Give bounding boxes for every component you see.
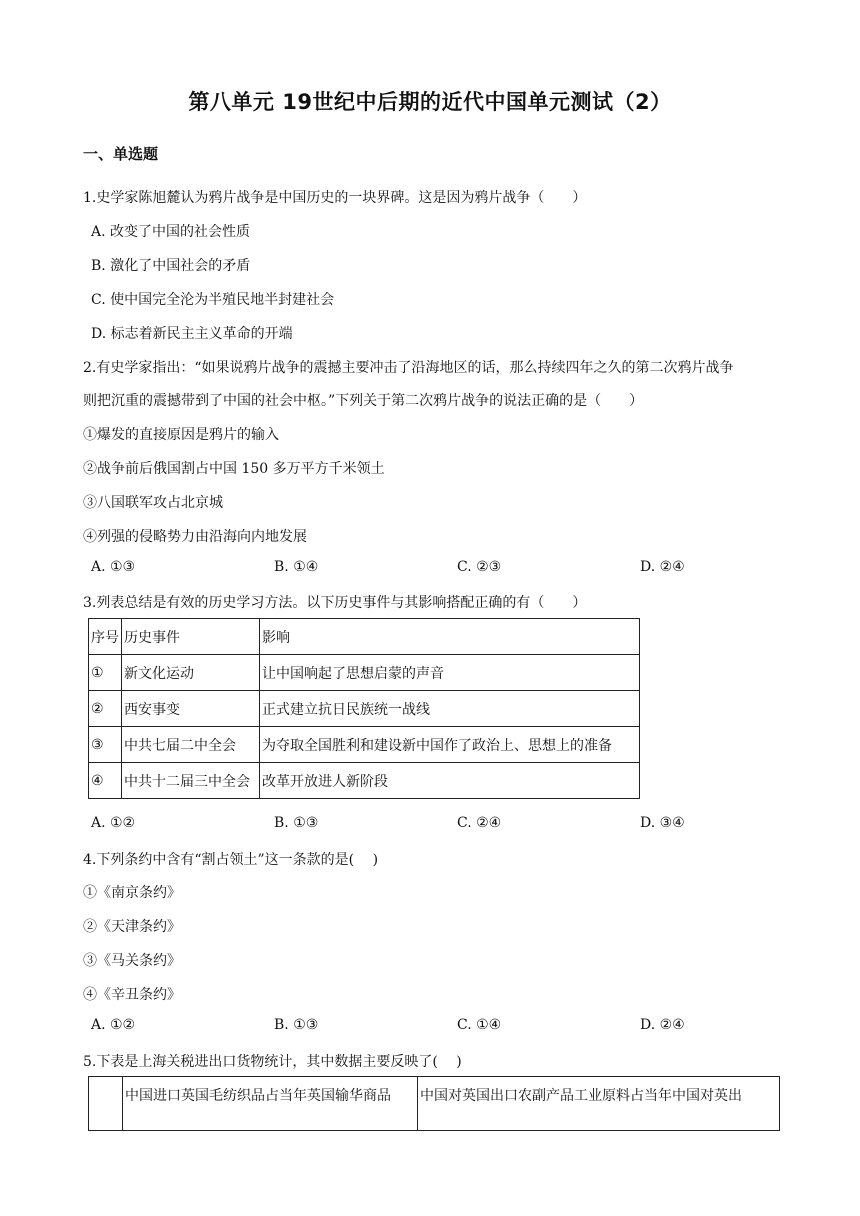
question-2-stem-line-2: 则把沉重的震撼带到了中国的社会中枢。”下列关于第二次鸦片战争的说法正确的是（ ） xyxy=(83,393,644,409)
question-3-stem: 3.列表总结是有效的历史学习方法。以下历史事件与其影响搭配正确的有（ ） xyxy=(83,595,587,611)
table-row xyxy=(89,1077,780,1131)
table-cell: 正式建立抗日民族统一战线 xyxy=(260,691,640,727)
question-1-option-a[interactable]: A. 改变了中国的社会性质 xyxy=(91,224,251,240)
question-1-option-d[interactable]: D. 标志着新民主主义革命的开端 xyxy=(91,326,293,342)
question-3-options xyxy=(91,815,771,835)
question-2-options xyxy=(91,559,771,579)
table-row xyxy=(89,655,640,691)
question-2-item-3: ③八国联军攻占北京城 xyxy=(83,495,223,511)
question-3-option-d[interactable]: D. ③④ xyxy=(640,815,685,831)
question-4-option-c[interactable]: C. ①④ xyxy=(457,1017,502,1033)
question-2-option-d[interactable]: D. ②④ xyxy=(640,559,685,575)
question-5-table xyxy=(88,1076,780,1131)
question-2-option-c[interactable]: C. ②③ xyxy=(457,559,502,575)
question-2-item-2: ②战争前后俄国割占中国 150 多万平方千米领土 xyxy=(83,461,385,477)
table-cell: 让中国响起了思想启蒙的声音 xyxy=(260,655,640,691)
question-3-option-c[interactable]: C. ②④ xyxy=(457,815,502,831)
table-cell: ③ xyxy=(89,727,122,763)
table-cell: 历史事件 xyxy=(122,619,260,655)
table-cell: 中共十二届三中全会 xyxy=(122,763,260,799)
table-cell: 新文化运动 xyxy=(122,655,260,691)
question-2-stem-line-1: 2.有史学家指出：“如果说鸦片战争的震撼主要冲击了沿海地区的话，那么持续四年之久的第二次鸦片战争 xyxy=(83,360,734,376)
question-4-options xyxy=(91,1017,771,1037)
table-cell: ④ xyxy=(89,763,122,799)
page-title: 第八单元 19世纪中后期的近代中国单元测试（2） xyxy=(188,90,672,114)
question-2-option-b[interactable]: B. ①④ xyxy=(274,559,319,575)
table-cell: 改革开放进人新阶段 xyxy=(260,763,640,799)
question-4-item-3: ③《马关条约》 xyxy=(83,953,181,969)
question-1-option-b[interactable]: B. 激化了中国社会的矛盾 xyxy=(91,258,251,274)
table-cell: ② xyxy=(89,691,122,727)
question-2-item-4: ④列强的侵略势力由沿海向内地发展 xyxy=(83,529,307,545)
question-1-option-c[interactable]: C. 使中国完全沦为半殖民地半封建社会 xyxy=(91,292,335,308)
question-4-stem: 4.下列条约中含有“割占领土”这一条款的是( ) xyxy=(83,852,379,868)
table-row xyxy=(89,619,640,655)
question-4-option-b[interactable]: B. ①③ xyxy=(274,1017,319,1033)
table-row xyxy=(89,763,640,799)
table-cell: 中共七届二中全会 xyxy=(122,727,260,763)
table-cell: 中国进口英国毛纺织品占当年英国输华商品 xyxy=(123,1077,418,1131)
question-4-item-2: ②《天津条约》 xyxy=(83,919,181,935)
table-cell: 中国对英国出口农副产品工业原料占当年中国对英出 xyxy=(418,1077,780,1131)
section-heading: 一、单选题 xyxy=(83,145,159,163)
question-4-item-1: ①《南京条约》 xyxy=(83,885,181,901)
table-cell: ① xyxy=(89,655,122,691)
question-4-option-a[interactable]: A. ①② xyxy=(91,1017,136,1033)
table-cell: 影响 xyxy=(260,619,640,655)
question-5-stem: 5.下表是上海关税进出口货物统计，其中数据主要反映了( ) xyxy=(83,1054,462,1070)
question-2-option-a[interactable]: A. ①③ xyxy=(91,559,136,575)
question-3-option-b[interactable]: B. ①③ xyxy=(274,815,319,831)
table-cell: 为夺取全国胜利和建设新中国作了政治上、思想上的准备 xyxy=(260,727,640,763)
table-cell: 西安事变 xyxy=(122,691,260,727)
question-1-stem: 1.史学家陈旭麓认为鸦片战争是中国历史的一块界碑。这是因为鸦片战争（ ） xyxy=(83,190,587,206)
question-4-item-4: ④《辛丑条约》 xyxy=(83,987,181,1003)
question-2-item-1: ①爆发的直接原因是鸦片的输入 xyxy=(83,427,279,443)
table-row xyxy=(89,727,640,763)
question-3-table xyxy=(88,618,640,799)
question-4-option-d[interactable]: D. ②④ xyxy=(640,1017,685,1033)
table-cell: 序号 xyxy=(89,619,122,655)
question-3-option-a[interactable]: A. ①② xyxy=(91,815,136,831)
table-cell xyxy=(89,1077,123,1131)
table-row xyxy=(89,691,640,727)
